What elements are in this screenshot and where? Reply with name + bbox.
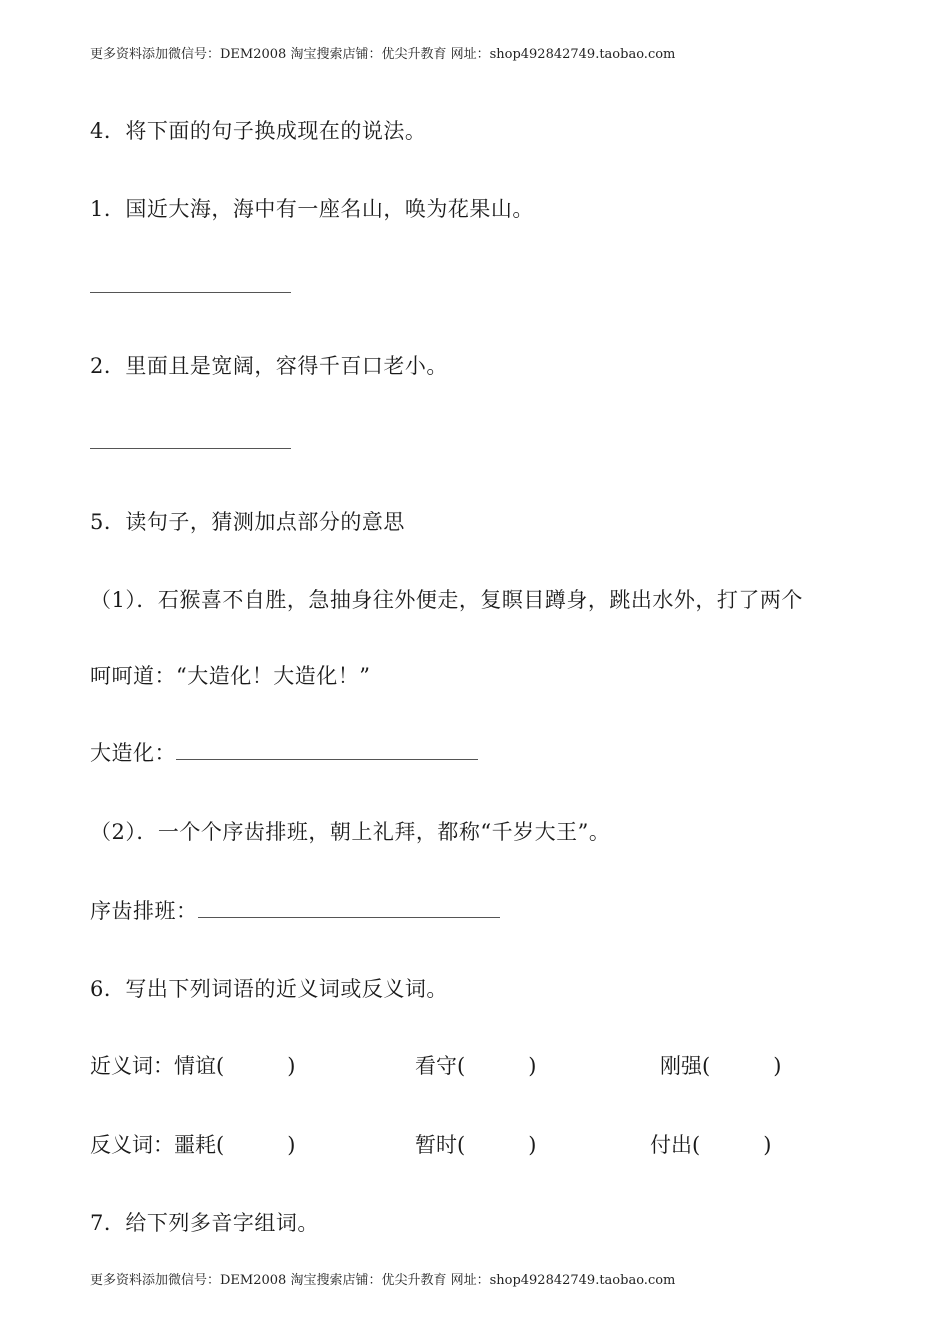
question-4-sentence-1: 1．国近大海，海中有一座名山，唤为花果山。 <box>90 197 534 221</box>
answer-blank-4-2[interactable] <box>90 448 291 449</box>
question-5-answer-2 <box>90 895 500 925</box>
antonym-item[interactable]: 暂时( ) <box>415 1133 537 1157</box>
synonym-item[interactable]: 看守( ) <box>415 1054 537 1078</box>
answer-blank-4-1[interactable] <box>90 292 291 293</box>
antonym-row <box>90 1129 295 1159</box>
question-4-title: 4．将下面的句子换成现在的说法。 <box>90 119 427 143</box>
answer-blank-5-1[interactable] <box>176 741 478 760</box>
antonym-item[interactable]: 噩耗( ) <box>174 1133 296 1157</box>
question-5-passage-1-line-1: （1）．石猴喜不自胜，急抽身往外便走，复瞑目蹲身，跳出水外，打了两个 <box>90 588 803 612</box>
question-5-passage-1-line-2: 呵呵道：“大造化！大造化！” <box>90 664 371 688</box>
question-6-title: 6．写出下列词语的近义词或反义词。 <box>90 977 448 1001</box>
question-7-title: 7．给下列多音字组词。 <box>90 1211 319 1235</box>
page-header: 更多资料添加微信号：DEM2008 淘宝搜索店铺：优尖升教育 网址：shop492842749.taobao.com <box>90 47 676 62</box>
synonym-label: 近义词： <box>90 1054 174 1078</box>
question-5-passage-2: （2）．一个个序齿排班，朝上礼拜，都称“千岁大王”。 <box>90 820 611 844</box>
question-5-title: 5．读句子，猜测加点部分的意思 <box>90 510 405 534</box>
antonym-item[interactable]: 付出( ) <box>650 1133 772 1157</box>
question-4-sentence-2: 2．里面且是宽阔，容得千百口老小。 <box>90 354 448 378</box>
synonym-item[interactable]: 情谊( ) <box>174 1054 296 1078</box>
antonym-label: 反义词： <box>90 1133 174 1157</box>
answer-label-1: 大造化： <box>90 741 176 765</box>
question-5-answer-1 <box>90 737 478 767</box>
answer-label-2: 序齿排班： <box>90 899 198 923</box>
synonym-row <box>90 1050 295 1080</box>
page-footer: 更多资料添加微信号：DEM2008 淘宝搜索店铺：优尖升教育 网址：shop492842749.taobao.com <box>90 1273 676 1288</box>
answer-blank-5-2[interactable] <box>198 899 500 918</box>
synonym-item[interactable]: 刚强( ) <box>660 1054 782 1078</box>
